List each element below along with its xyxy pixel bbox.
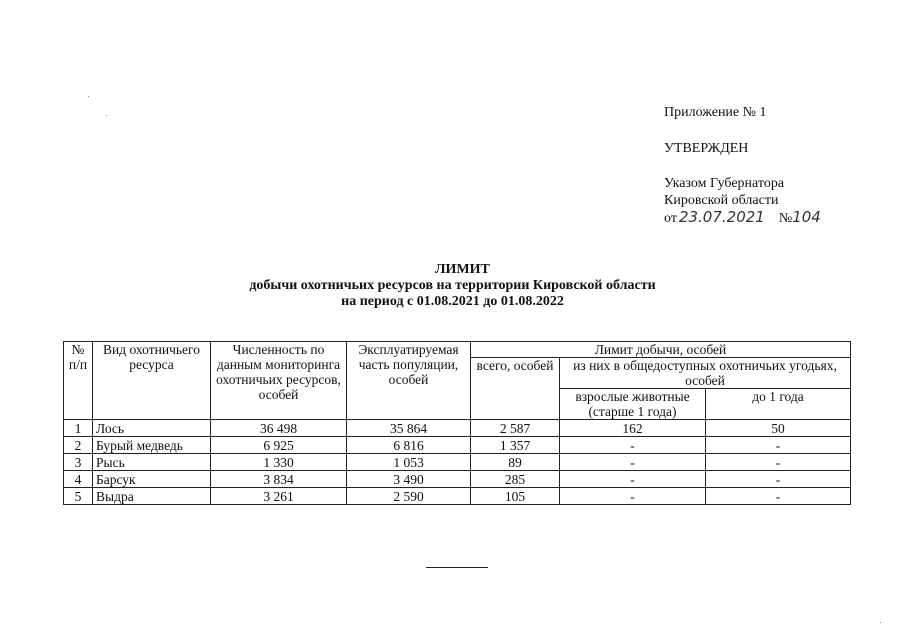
- number-prefix: №: [778, 211, 793, 226]
- table-row: [64, 471, 851, 488]
- row-population: 3 834: [211, 471, 347, 488]
- row-young: 50: [706, 420, 851, 437]
- row-exploited: 6 816: [347, 437, 471, 454]
- header-young: до 1 года: [706, 389, 851, 420]
- approval-stamp-block: [664, 104, 821, 227]
- row-total: 1 357: [471, 437, 560, 454]
- row-total: 285: [471, 471, 560, 488]
- title-period: на период с 01.08.2021 до 01.08.2022: [341, 294, 564, 309]
- table-row: [64, 437, 851, 454]
- row-population: 36 498: [211, 420, 347, 437]
- handwritten-date: 23.07.2021: [678, 208, 765, 226]
- row-total: 105: [471, 488, 560, 505]
- header-public-lands: из них в общедоступных охотничьих угодьях, особей: [560, 358, 851, 389]
- row-num: 1: [64, 420, 93, 437]
- row-young: -: [706, 437, 851, 454]
- row-num: 5: [64, 488, 93, 505]
- row-species: Выдра: [93, 488, 211, 505]
- row-adults: -: [560, 488, 706, 505]
- header-exploited: Эксплуатируемая часть популяции, особей: [347, 342, 471, 420]
- title-heading: ЛИМИТ: [435, 262, 490, 277]
- title-subtitle: добычи охотничьих ресурсов на территории Кировской области: [249, 278, 656, 293]
- scan-speck: [106, 115, 107, 116]
- row-species: Барсук: [93, 471, 211, 488]
- header-species: Вид охотничьего ресурса: [93, 342, 211, 420]
- decree-line-2: Кировской области: [664, 193, 779, 208]
- row-exploited: 1 053: [347, 454, 471, 471]
- row-adults: -: [560, 437, 706, 454]
- table-row: [64, 488, 851, 505]
- row-exploited: 35 864: [347, 420, 471, 437]
- scan-speck: [88, 96, 89, 97]
- scan-speck: [880, 622, 881, 623]
- row-population: 3 261: [211, 488, 347, 505]
- row-species: Лось: [93, 420, 211, 437]
- row-adults: -: [560, 454, 706, 471]
- row-num: 3: [64, 454, 93, 471]
- row-adults: 162: [560, 420, 706, 437]
- row-num: 4: [64, 471, 93, 488]
- header-adults: взрослые животные (старше 1 года): [560, 389, 706, 420]
- row-young: -: [706, 471, 851, 488]
- table-row: [64, 454, 851, 471]
- decree-date-number-line: [664, 209, 821, 227]
- header-limit: Лимит добычи, особей: [471, 342, 851, 358]
- document-title: [0, 262, 905, 310]
- row-young: -: [706, 454, 851, 471]
- row-species: Рысь: [93, 454, 211, 471]
- header-population: Численность по данным мониторинга охотничьих ресурсов, особей: [211, 342, 347, 420]
- from-prefix: от: [664, 211, 677, 226]
- row-young: -: [706, 488, 851, 505]
- row-num: 2: [64, 437, 93, 454]
- table-row: [64, 420, 851, 437]
- appendix-number: Приложение № 1: [664, 105, 767, 120]
- header-total: всего, особей: [471, 358, 560, 420]
- row-population: 1 330: [211, 454, 347, 471]
- row-species: Бурый медведь: [93, 437, 211, 454]
- row-adults: -: [560, 471, 706, 488]
- row-population: 6 925: [211, 437, 347, 454]
- closing-rule: [426, 567, 488, 568]
- row-exploited: 3 490: [347, 471, 471, 488]
- row-total: 89: [471, 454, 560, 471]
- approved-label: УТВЕРЖДЕН: [664, 141, 749, 156]
- header-num: № п/п: [64, 342, 93, 420]
- handwritten-number: 104: [792, 208, 821, 226]
- row-exploited: 2 590: [347, 488, 471, 505]
- decree-line-1: Указом Губернатора: [664, 176, 785, 191]
- limits-table: [63, 341, 851, 505]
- row-total: 2 587: [471, 420, 560, 437]
